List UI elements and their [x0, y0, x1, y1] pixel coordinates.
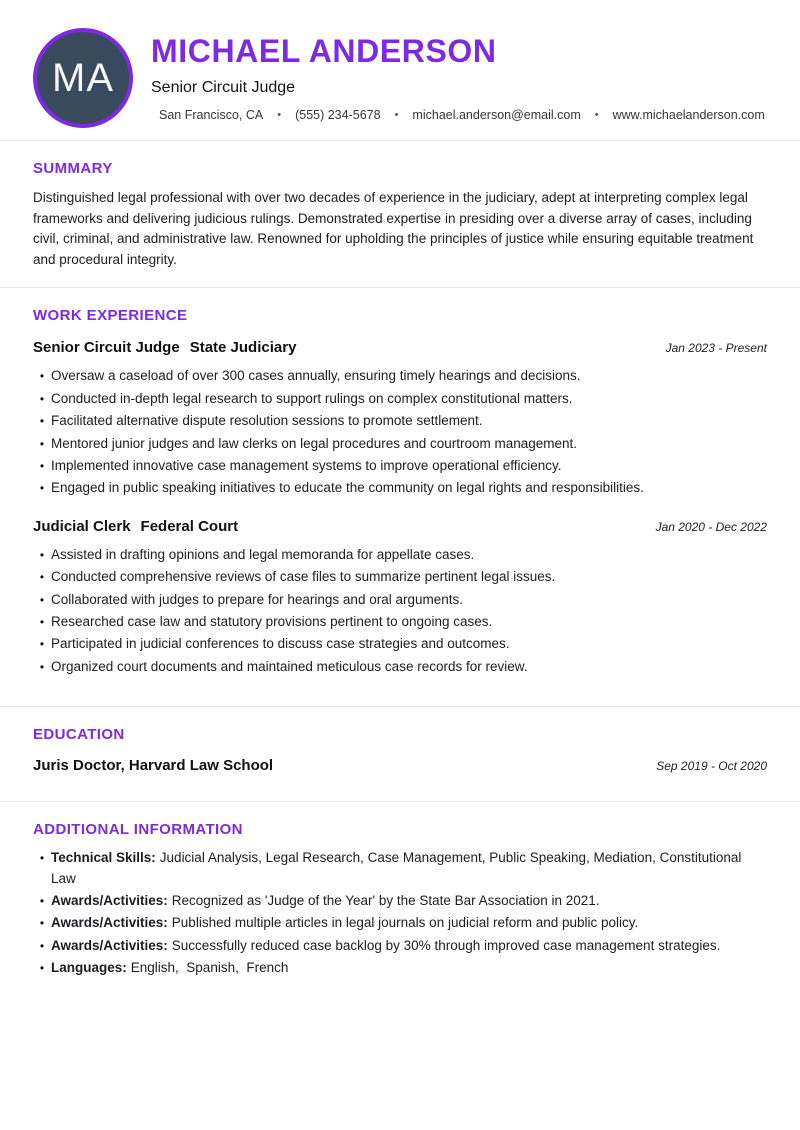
- candidate-name: MICHAEL ANDERSON: [151, 33, 497, 70]
- contact-separator: •: [394, 108, 399, 121]
- bullet-icon: •: [39, 459, 45, 473]
- additional-item: [33, 958, 767, 978]
- additional-item-label: Languages:: [51, 960, 127, 976]
- additional-item: [33, 891, 767, 911]
- section-divider: [0, 801, 800, 802]
- job-bullet: • Researched case law and statutory provisions pertinent to ongoing cases.: [33, 612, 767, 632]
- resume-header: [0, 0, 800, 140]
- additional-information-heading: ADDITIONAL INFORMATION: [33, 821, 243, 839]
- bullet-icon: •: [39, 961, 45, 976]
- bullet-icon: •: [39, 391, 45, 406]
- section-divider: [0, 140, 800, 141]
- candidate-title: Senior Circuit Judge: [151, 78, 296, 96]
- bullet-icon: •: [39, 916, 45, 931]
- bullet-icon: •: [39, 481, 45, 496]
- additional-item-text: Successfully reduced case backlog by 30% through improved case management strategies.: [171, 937, 721, 953]
- job-entry-header: [33, 518, 767, 535]
- job-entry: [33, 339, 767, 498]
- job-bullet: • Assisted in drafting opinions and legal memoranda for appellate cases.: [33, 545, 767, 565]
- job-bullet: • Facilitated alternative dispute resolution sessions to promote settlement.: [33, 411, 767, 431]
- job-dates: Jan 2020 - Dec 2022: [655, 519, 767, 534]
- bullet-icon: •: [39, 637, 45, 652]
- avatar: [33, 28, 133, 128]
- bullet-icon: •: [39, 592, 45, 607]
- additional-item-text: English, Spanish, French: [130, 960, 289, 976]
- education-entry: [33, 757, 767, 801]
- job-company: Federal Court: [140, 517, 239, 535]
- job-bullet: • Conducted in-depth legal research to support rulings on complex constitutional matters.: [33, 389, 767, 409]
- job-bullet: • Implemented innovative case management systems to improve operational efficiency.: [33, 456, 767, 476]
- contact-website: www.michaelanderson.com: [612, 107, 765, 122]
- bullet-icon: •: [39, 938, 45, 953]
- contact-separator: •: [277, 108, 282, 121]
- job-bullet-list: [33, 366, 767, 498]
- job-position: Senior Circuit Judge: [33, 339, 180, 357]
- education-heading: EDUCATION: [33, 726, 125, 744]
- section-divider: [0, 706, 800, 707]
- job-bullet-list: [33, 545, 767, 677]
- job-dates: Jan 2023 - Present: [665, 341, 767, 356]
- contact-location: San Francisco, CA: [159, 107, 264, 122]
- bullet-icon: •: [39, 369, 45, 384]
- contact-phone: (555) 234-5678: [295, 107, 381, 122]
- summary-section: [0, 160, 800, 287]
- additional-item: [33, 936, 767, 956]
- education-degree: Juris Doctor, Harvard Law School: [33, 757, 274, 775]
- additional-item-label: Awards/Activities:: [51, 915, 168, 931]
- bullet-icon: •: [39, 436, 45, 451]
- bullet-icon: •: [39, 851, 45, 866]
- job-entry-titles: [33, 339, 296, 356]
- section-divider: [0, 287, 800, 288]
- additional-item: [33, 913, 767, 933]
- summary-heading: SUMMARY: [33, 160, 113, 177]
- bullet-icon: •: [39, 615, 45, 630]
- work-experience-heading: WORK EXPERIENCE: [33, 307, 188, 325]
- contact-row: [159, 108, 765, 122]
- contact-email: michael.anderson@email.com: [412, 107, 581, 122]
- contact-separator: •: [594, 108, 599, 121]
- additional-item-label: Awards/Activities:: [51, 893, 168, 909]
- bullet-icon: •: [39, 894, 45, 909]
- avatar-initials: MA: [52, 55, 114, 100]
- additional-item-text: Recognized as 'Judge of the Year' by the State Bar Association in 2021.: [171, 893, 600, 909]
- job-bullet: • Mentored junior judges and law clerks on legal procedures and courtroom management.: [33, 434, 767, 454]
- bullet-icon: •: [39, 414, 45, 429]
- job-company: State Judiciary: [189, 339, 297, 357]
- additional-list: [33, 848, 767, 1000]
- additional-item-label: Awards/Activities:: [51, 937, 168, 953]
- job-bullet: • Engaged in public speaking initiatives to educate the community on legal rights and responsibilities.: [33, 478, 767, 498]
- job-bullet: • Organized court documents and maintained meticulous case records for review.: [33, 657, 767, 677]
- summary-text: Distinguished legal professional with over two decades of experience in the judiciary, adept at interpreting complex legal frameworks and delivering judicious rulings. Demonstrated expertise in presiding over a diverse array of cases, including civil, criminal, and administrative law. Renowned for upholding the principles of justice while ensuring equitable treatment and procedural integrity.: [33, 190, 754, 267]
- job-bullet: • Collaborated with judges to prepare for hearings and oral arguments.: [33, 590, 767, 610]
- bullet-icon: •: [39, 659, 45, 674]
- job-entry-titles: [33, 518, 238, 535]
- job-bullet: • Oversaw a caseload of over 300 cases annually, ensuring timely hearings and decisions.: [33, 366, 767, 386]
- job-bullet: • Participated in judicial conferences to discuss case strategies and outcomes.: [33, 634, 767, 654]
- additional-item-text: Published multiple articles in legal journals on judicial reform and public policy.: [171, 915, 639, 931]
- education-dates: Sep 2019 - Oct 2020: [656, 759, 767, 774]
- job-entry: [33, 518, 767, 706]
- header-text: [151, 34, 765, 121]
- additional-item-text: Judicial Analysis, Legal Research, Case Management, Public Speaking, Mediation, Constitutional Law: [51, 850, 746, 886]
- education-section: [0, 726, 800, 801]
- job-position: Judicial Clerk: [33, 517, 131, 535]
- job-entry-header: [33, 339, 767, 356]
- bullet-icon: •: [39, 547, 45, 562]
- job-bullet: • Conducted comprehensive reviews of case files to summarize pertinent legal issues.: [33, 567, 767, 587]
- additional-information-section: [0, 821, 800, 1000]
- bullet-icon: •: [39, 570, 45, 585]
- additional-item-label: Technical Skills:: [51, 850, 156, 866]
- work-experience-section: [0, 307, 800, 706]
- additional-item: [33, 848, 767, 889]
